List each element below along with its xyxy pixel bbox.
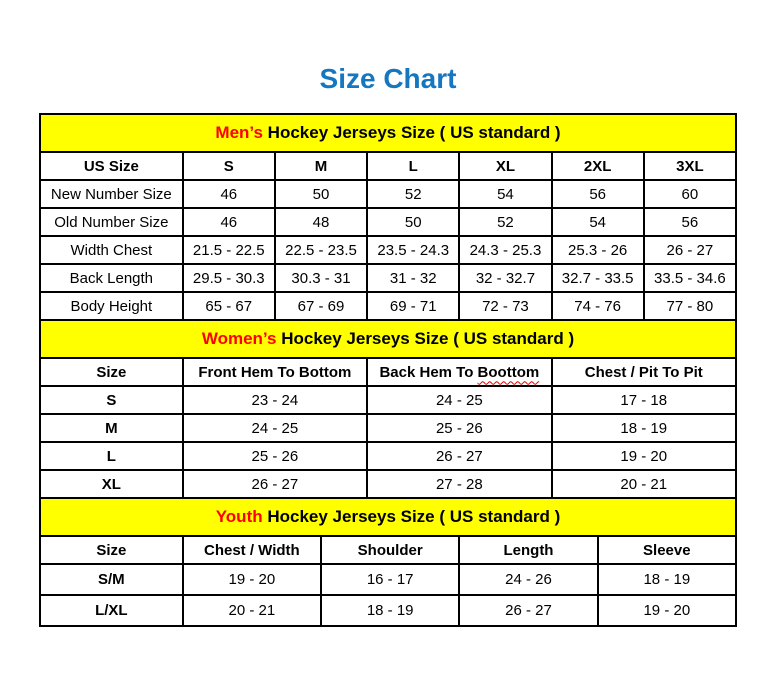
size-value-cell: 19 - 20: [183, 564, 321, 595]
col-header-chest-width: Chest / Width: [183, 536, 321, 564]
womens-section-rest: Hockey Jerseys Size ( US standard ): [276, 329, 575, 348]
size-value-cell: 18 - 19: [321, 595, 459, 626]
size-value-cell: 17 - 18: [552, 386, 736, 414]
size-value-cell: 74 - 76: [552, 292, 644, 320]
col-header-3xl: 3XL: [644, 152, 736, 180]
mens-section-title: [40, 114, 736, 152]
womens-section-header: [40, 320, 736, 358]
row-label: Old Number Size: [40, 208, 183, 236]
size-value-cell: 69 - 71: [367, 292, 459, 320]
row-label: XL: [40, 470, 183, 498]
size-value-cell: 56: [644, 208, 736, 236]
size-value-cell: 52: [459, 208, 551, 236]
womens-section-title: [40, 320, 736, 358]
size-value-cell: 20 - 21: [552, 470, 736, 498]
col-header-size: Size: [40, 358, 183, 386]
size-value-cell: 18 - 19: [552, 414, 736, 442]
womens-section-accent: Women’s: [201, 329, 277, 348]
size-value-cell: 52: [367, 180, 459, 208]
table-row: [40, 414, 736, 442]
youth-section-title: [40, 498, 736, 536]
size-value-cell: 65 - 67: [183, 292, 275, 320]
size-value-cell: 56: [552, 180, 644, 208]
size-value-cell: 20 - 21: [183, 595, 321, 626]
womens-size-table: [39, 319, 737, 499]
size-value-cell: 24.3 - 25.3: [459, 236, 551, 264]
size-value-cell: 26 - 27: [644, 236, 736, 264]
table-row: [40, 180, 736, 208]
mens-size-table: [39, 113, 737, 321]
size-value-cell: 16 - 17: [321, 564, 459, 595]
size-value-cell: 25 - 26: [183, 442, 367, 470]
size-value-cell: 50: [275, 180, 367, 208]
col-header-chest-pit: Chest / Pit To Pit: [552, 358, 736, 386]
misspelled-word: Boottom: [477, 363, 540, 381]
size-value-cell: 24 - 26: [459, 564, 597, 595]
womens-column-header-row: [40, 358, 736, 386]
row-label: Body Height: [40, 292, 183, 320]
mens-section-header: [40, 114, 736, 152]
row-label: New Number Size: [40, 180, 183, 208]
mens-section-accent: Men’s: [215, 123, 263, 142]
size-value-cell: 77 - 80: [644, 292, 736, 320]
size-chart: [39, 113, 737, 627]
size-value-cell: 25 - 26: [367, 414, 551, 442]
size-value-cell: 72 - 73: [459, 292, 551, 320]
size-value-cell: 46: [183, 180, 275, 208]
col-header-m: M: [275, 152, 367, 180]
mens-column-header-row: [40, 152, 736, 180]
col-header-s: S: [183, 152, 275, 180]
col-header-xl: XL: [459, 152, 551, 180]
size-value-cell: 54: [459, 180, 551, 208]
size-value-cell: 27 - 28: [367, 470, 551, 498]
size-value-cell: 21.5 - 22.5: [183, 236, 275, 264]
row-label: Width Chest: [40, 236, 183, 264]
row-label: L/XL: [40, 595, 183, 626]
size-value-cell: 18 - 19: [598, 564, 736, 595]
size-value-cell: 32.7 - 33.5: [552, 264, 644, 292]
row-label: S/M: [40, 564, 183, 595]
page-title: Size Chart: [319, 63, 457, 94]
size-value-cell: 26 - 27: [459, 595, 597, 626]
youth-section-header: [40, 498, 736, 536]
youth-section-rest: Hockey Jerseys Size ( US standard ): [262, 507, 561, 526]
table-row: [40, 386, 736, 414]
size-value-cell: 23 - 24: [183, 386, 367, 414]
table-row: [40, 208, 736, 236]
row-label: S: [40, 386, 183, 414]
col-header-length: Length: [459, 536, 597, 564]
table-row: [40, 264, 736, 292]
size-value-cell: 26 - 27: [183, 470, 367, 498]
mens-section-rest: Hockey Jerseys Size ( US standard ): [262, 123, 561, 142]
size-value-cell: 67 - 69: [275, 292, 367, 320]
size-value-cell: 26 - 27: [367, 442, 551, 470]
size-value-cell: 33.5 - 34.6: [644, 264, 736, 292]
size-value-cell: 50: [367, 208, 459, 236]
size-value-cell: 22.5 - 23.5: [275, 236, 367, 264]
col-header-sleeve: Sleeve: [598, 536, 736, 564]
size-value-cell: 31 - 32: [367, 264, 459, 292]
col-header-2xl: 2XL: [552, 152, 644, 180]
size-value-cell: 23.5 - 24.3: [367, 236, 459, 264]
row-label: L: [40, 442, 183, 470]
size-value-cell: 19 - 20: [598, 595, 736, 626]
size-value-cell: 60: [644, 180, 736, 208]
size-value-cell: 46: [183, 208, 275, 236]
table-row: [40, 236, 736, 264]
size-value-cell: 48: [275, 208, 367, 236]
col-header-back-hem: [367, 358, 551, 386]
size-value-cell: 24 - 25: [183, 414, 367, 442]
row-label: Back Length: [40, 264, 183, 292]
size-value-cell: 54: [552, 208, 644, 236]
row-label: M: [40, 414, 183, 442]
size-value-cell: 30.3 - 31: [275, 264, 367, 292]
table-row: [40, 470, 736, 498]
col-header-l: L: [367, 152, 459, 180]
col-header-size: Size: [40, 536, 183, 564]
youth-size-table: [39, 497, 737, 627]
youth-column-header-row: [40, 536, 736, 564]
size-value-cell: 24 - 25: [367, 386, 551, 414]
table-row: [40, 292, 736, 320]
size-value-cell: 29.5 - 30.3: [183, 264, 275, 292]
col-header-front-hem: Front Hem To Bottom: [183, 358, 367, 386]
col-header-us-size: US Size: [40, 152, 183, 180]
table-row: [40, 595, 736, 626]
size-value-cell: 19 - 20: [552, 442, 736, 470]
back-hem-prefix: Back Hem To: [379, 363, 478, 381]
table-row: [40, 442, 736, 470]
youth-section-accent: Youth: [215, 507, 263, 526]
table-row: [40, 564, 736, 595]
size-value-cell: 25.3 - 26: [552, 236, 644, 264]
col-header-shoulder: Shoulder: [321, 536, 459, 564]
size-value-cell: 32 - 32.7: [459, 264, 551, 292]
